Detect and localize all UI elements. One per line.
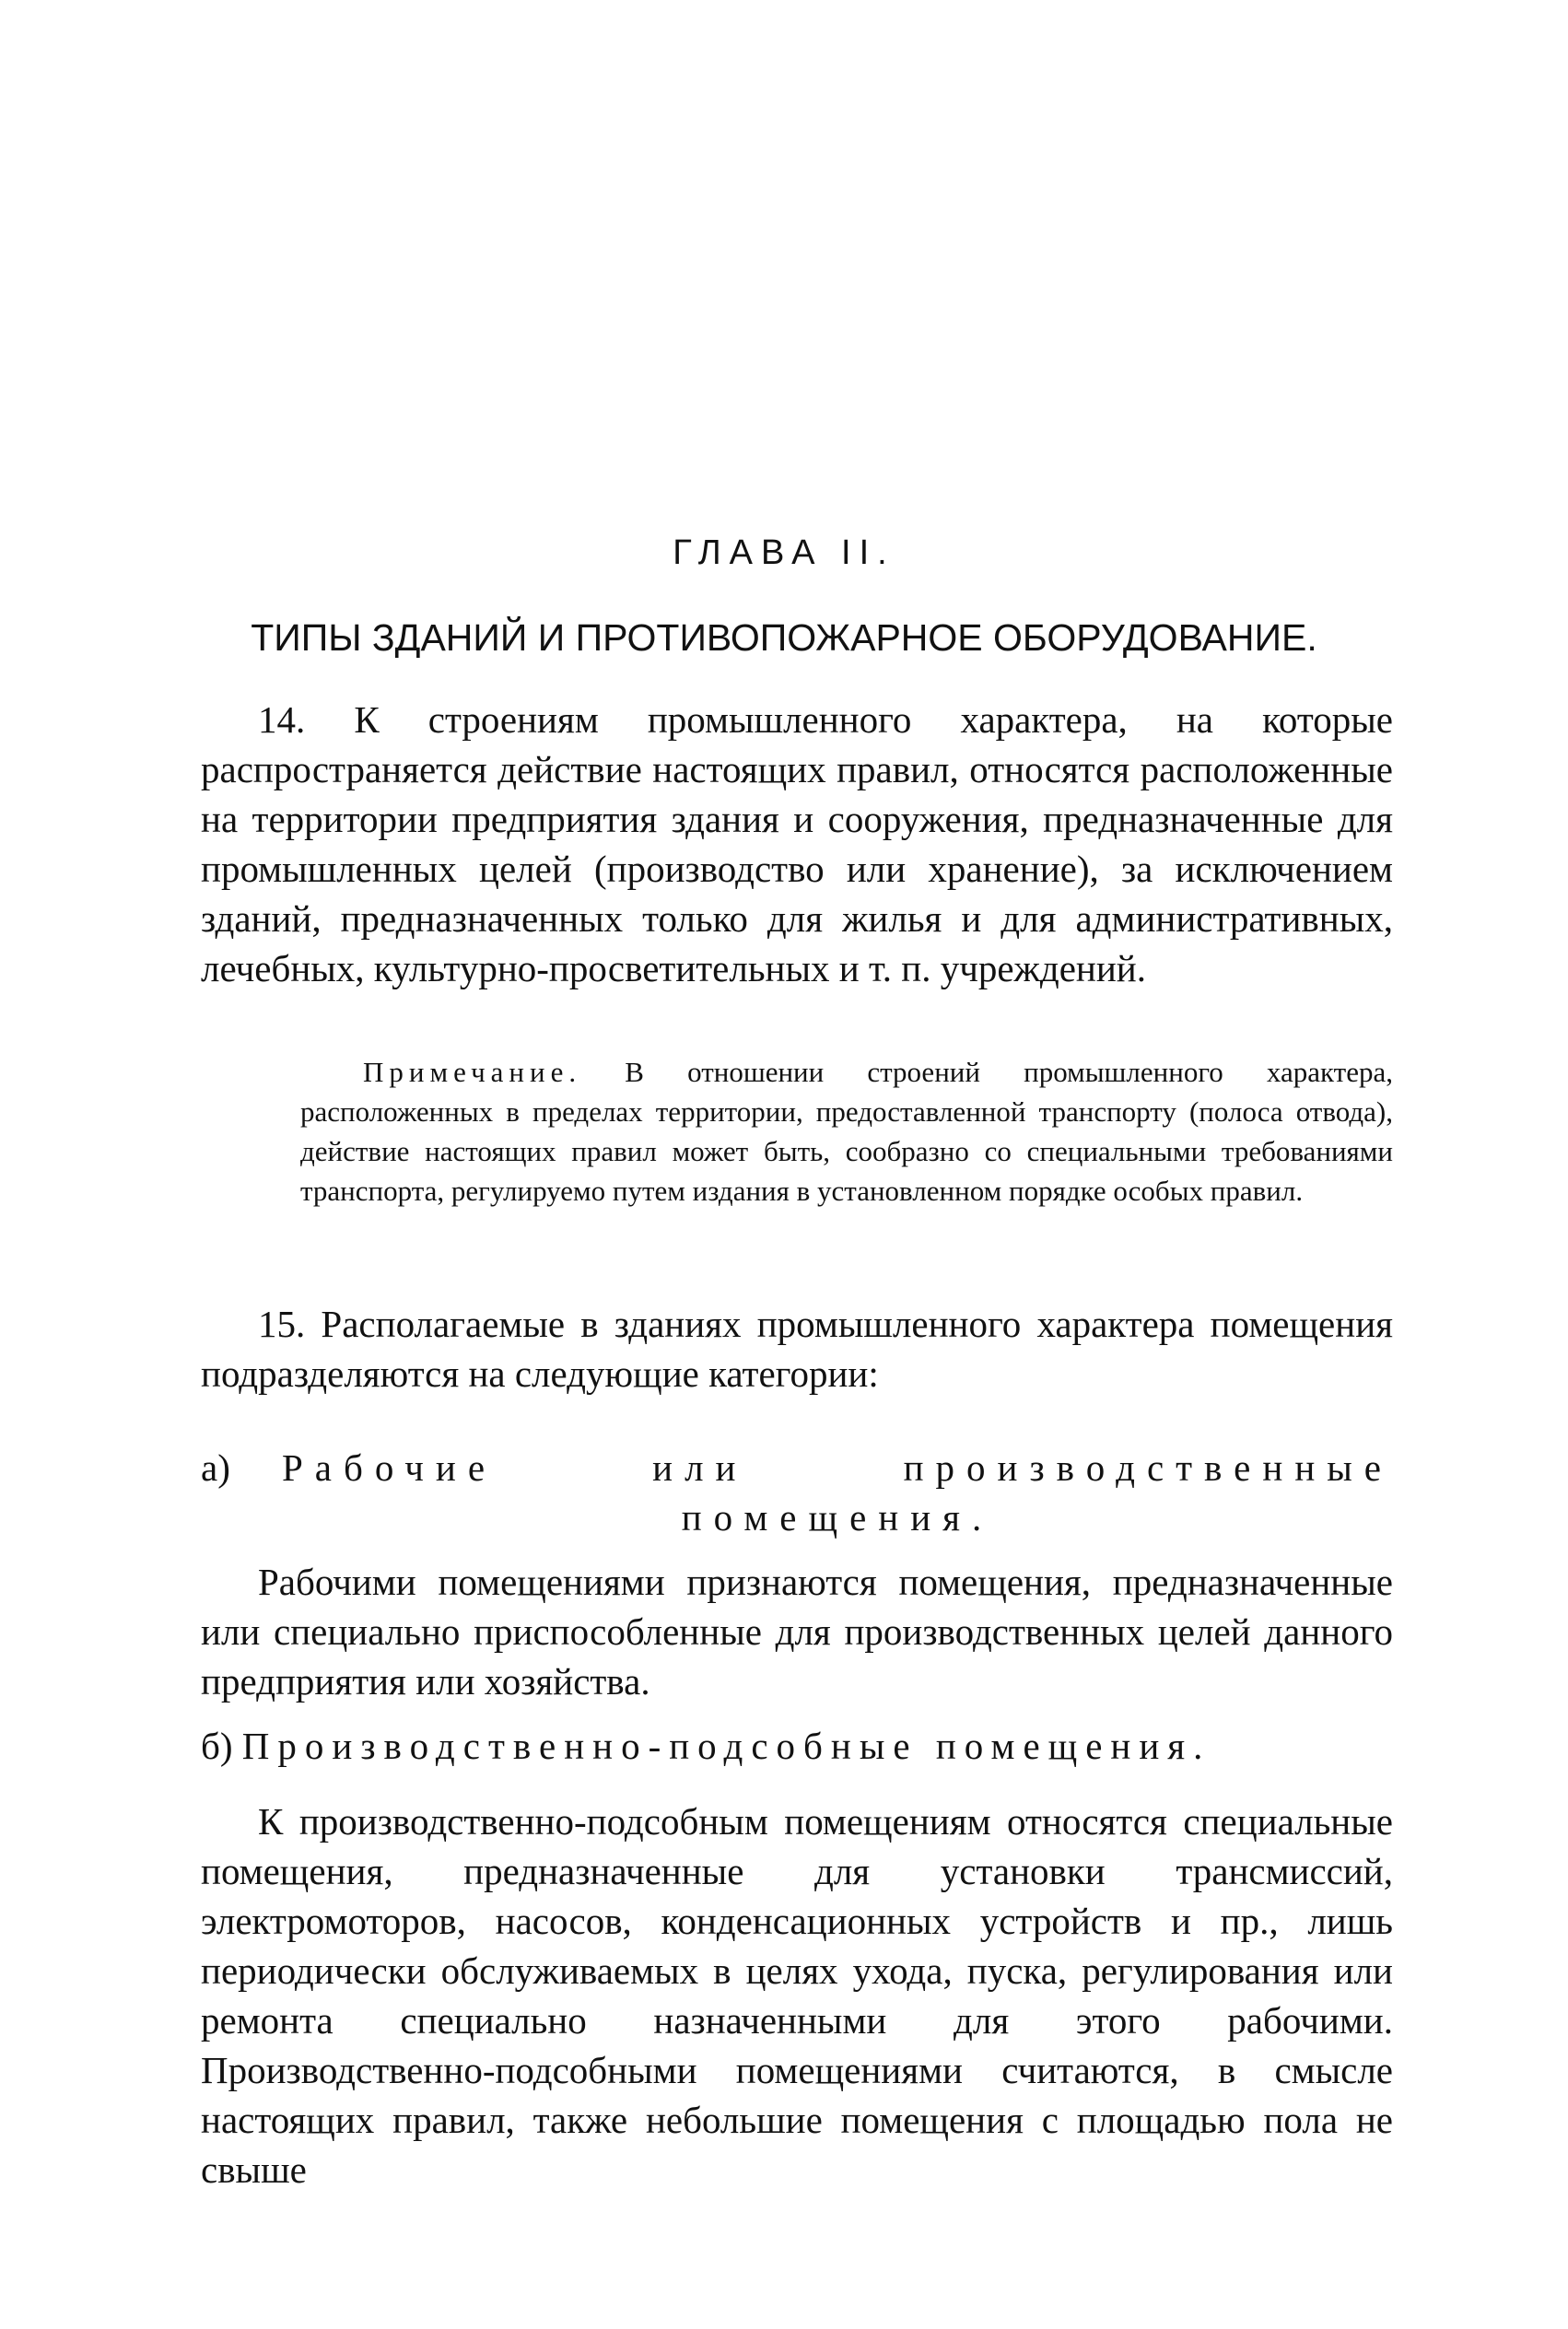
subsection-a-heading xyxy=(201,1443,1393,1542)
note-text: В отношении строений промышленного характера, расположенных в пределах территории, предоставленной транспорту (полоса отвода), действие настоящих правил может быть, сообразно со специальными требованиями транспорта, регулируемо путем издания в установленном порядке особых правил. xyxy=(300,1056,1393,1207)
chapter-label: ГЛАВА II. xyxy=(673,533,895,572)
subsection-b-title: Производственно-подсобные помещения. xyxy=(241,1725,1211,1767)
paragraph-15: 15. Располагаемые в зданиях промышленного характера помещения подразделяются на следующие категории: xyxy=(201,1303,1393,1395)
subsection-a-letter: а) xyxy=(201,1446,230,1489)
subsection-b-heading xyxy=(201,1721,1393,1771)
note-label: Примечание. xyxy=(363,1056,582,1088)
chapter-title: ТИПЫ ЗДАНИЙ И ПРОТИВОПОЖАРНОЕ ОБОРУДОВАНИЕ. xyxy=(251,616,1317,659)
paragraph-14: 14. К строениям промышленного характера, на которые распространяется действие настоящих правил, относятся расположенные на территории предприятия здания и сооружения, предназначенные для промышленных целей (производство или хранение), за исключением зданий, предназначенных только для жилья и для административных, лечебных, культурно-просветительных и т. п. учреждений. xyxy=(201,698,1393,989)
subsection-b-letter: б) xyxy=(201,1725,233,1767)
note-paragraph xyxy=(300,1052,1393,1211)
subsection-a-title: Рабочие или производственные помещения. xyxy=(282,1446,1393,1539)
subsection-a-text: Рабочими помещениями признаются помещения, предназначенные или специально приспособленные для производственных целей данного предприятия или хозяйства. xyxy=(201,1561,1393,1703)
subsection-b-text: К производственно-подсобным помещениям относятся специальные помещения, предназначенные для установки трансмиссий, электромоторов, насосов, конденсационных устройств и пр., лишь периодически обслуживаемых в целях ухода, пуска, регулирования или ремонта специально назначенными для этого рабочими. Производственно-подсобными помещениями считаются, в смысле настоящих правил, также небольшие помещения с площадью пола не свыше xyxy=(201,1800,1393,2191)
